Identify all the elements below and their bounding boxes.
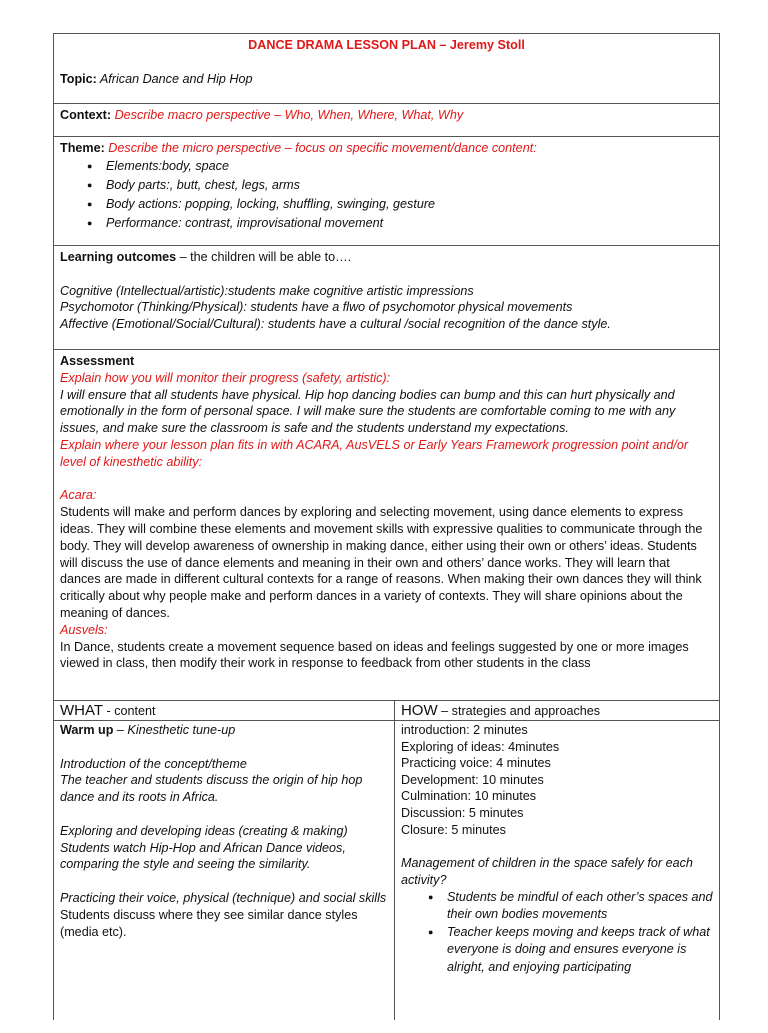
topic-line bbox=[60, 71, 713, 88]
how-header-title: HOW bbox=[400, 702, 438, 719]
ausvels-label: Ausvels: bbox=[60, 622, 108, 637]
list-item: ● Teacher keeps moving and keeps track of what everyone is doing and ensures everyone is alright, and enjoying participating bbox=[401, 924, 713, 977]
how-header bbox=[395, 701, 719, 721]
list-item: Culmination: 10 minutes bbox=[400, 789, 537, 804]
warmup-label: Warm up bbox=[60, 723, 114, 737]
explore-text: Students watch Hip-Hop and African Dance videos, comparing the style and seeing the similarity. bbox=[60, 840, 346, 872]
what-header-sub: - content bbox=[103, 704, 156, 718]
list-item: Practicing voice: 4 minutes bbox=[400, 756, 551, 771]
intro-heading: Introduction of the concept/theme bbox=[60, 756, 247, 771]
what-how-columns bbox=[53, 700, 720, 1020]
list-item: ● Students be mindful of each other’s spaces and their own bodies movements bbox=[401, 889, 713, 924]
list-item: ● Body actions: popping, locking, shuffling, swinging, gesture bbox=[60, 195, 713, 214]
assessment-answer-progress: I will ensure that all students have physical. Hip hop dancing bodies can bump and this can hurt physically and emotionally in the form of personal space. I will make sure the students are comfortable coming to me with any issues, and make sure the classroom is safe and the students understand my expectations. bbox=[60, 387, 676, 436]
list-item: Closure: 5 minutes bbox=[400, 822, 506, 837]
theme-text: Describe the micro perspective – focus on specific movement/dance content: bbox=[104, 141, 537, 155]
how-header-sub: – strategies and approaches bbox=[437, 704, 601, 718]
context-label: Context: bbox=[60, 108, 112, 122]
list-item: Discussion: 5 minutes bbox=[400, 805, 524, 820]
intro-text: The teacher and students discuss the origin of hip hop dance and its roots in Africa. bbox=[60, 773, 363, 805]
list-item: ● Elements:body, space bbox=[60, 157, 713, 176]
explore-heading: Exploring and developing ideas (creating & making) bbox=[60, 823, 348, 838]
what-column bbox=[54, 701, 395, 1020]
affective-outcome: Affective (Emotional/Social/Cultural): students have a cultural /social recognition of the dance style. bbox=[60, 317, 611, 332]
warmup-text: – Kinesthetic tune-up bbox=[113, 723, 236, 737]
how-column bbox=[395, 701, 719, 1020]
list-item: introduction: 2 minutes bbox=[400, 723, 528, 737]
management-list bbox=[401, 889, 713, 977]
lesson-plan-table bbox=[53, 33, 720, 1033]
list-item: Exploring of ideas: 4minutes bbox=[400, 739, 560, 754]
title-main: DANCE DRAMA LESSON PLAN bbox=[248, 38, 436, 52]
list-item: Development: 10 minutes bbox=[400, 772, 544, 787]
acara-label: Acara: bbox=[60, 488, 97, 503]
page-title bbox=[60, 37, 713, 54]
learning-section bbox=[53, 245, 720, 349]
assessment-prompt-progress: Explain how you will monitor their progress (safety, artistic): bbox=[60, 370, 391, 385]
ausvels-text: In Dance, students create a movement sequence based on ideas and feelings suggested by one or more images viewed in class, then modify their work in response to feedback from other students in the class bbox=[60, 639, 689, 671]
list-item: ● Body parts:, butt, chest, legs, arms bbox=[60, 176, 713, 195]
theme-list bbox=[60, 157, 713, 233]
theme-section bbox=[53, 136, 720, 245]
learning-text: – the children will be able to…. bbox=[176, 250, 352, 264]
list-item: ● Performance: contrast, improvisational movement bbox=[60, 214, 713, 233]
timing-list bbox=[401, 722, 713, 838]
management-prompt: Management of children in the space safely for each activity? bbox=[400, 855, 693, 887]
topic-value: African Dance and Hip Hop bbox=[96, 71, 253, 86]
practice-text: Students discuss where they see similar dance styles (media etc). bbox=[60, 907, 358, 939]
title-author: – Jeremy Stoll bbox=[435, 38, 525, 52]
assessment-prompt-framework: Explain where your lesson plan fits in with ACARA, AusVELS or Early Years Framework progression point and/or level of kinesthetic ability: bbox=[60, 437, 689, 469]
title-section bbox=[53, 33, 720, 103]
context-text: Describe macro perspective – Who, When, Where, What, Why bbox=[111, 108, 464, 122]
psychomotor-outcome: Psychomotor (Thinking/Physical): students have a flwo of psychomotor physical movements bbox=[60, 300, 573, 315]
assessment-section bbox=[53, 349, 720, 700]
practice-heading: Practicing their voice, physical (technique) and social skills bbox=[60, 890, 387, 905]
cognitive-outcome: Cognitive (Intellectual/artistic):students make cognitive artistic impressions bbox=[60, 283, 474, 298]
what-header bbox=[54, 701, 394, 721]
topic-label: Topic: bbox=[60, 71, 97, 86]
context-section bbox=[53, 103, 720, 136]
what-header-title: WHAT bbox=[60, 702, 104, 719]
theme-label: Theme: bbox=[60, 141, 105, 155]
assessment-label: Assessment bbox=[60, 354, 135, 368]
acara-text: Students will make and perform dances by exploring and selecting movement, using dance elements to express ideas. They will combine these elements and movement skills with expressive qualities to communicate through the body. They will develop awareness of ownership in making dance, either using their own or others’ ideas. Students will discuss the use of dance elements and meaning in their own and others’ dance works. They will learn that dances are made in different cultural contexts for a range of reasons. When making their own dances they will think critically about why people make and perform dances in a variety of contexts. They will share opinions about the meaning of dances. bbox=[60, 505, 703, 620]
learning-label: Learning outcomes bbox=[60, 250, 177, 264]
